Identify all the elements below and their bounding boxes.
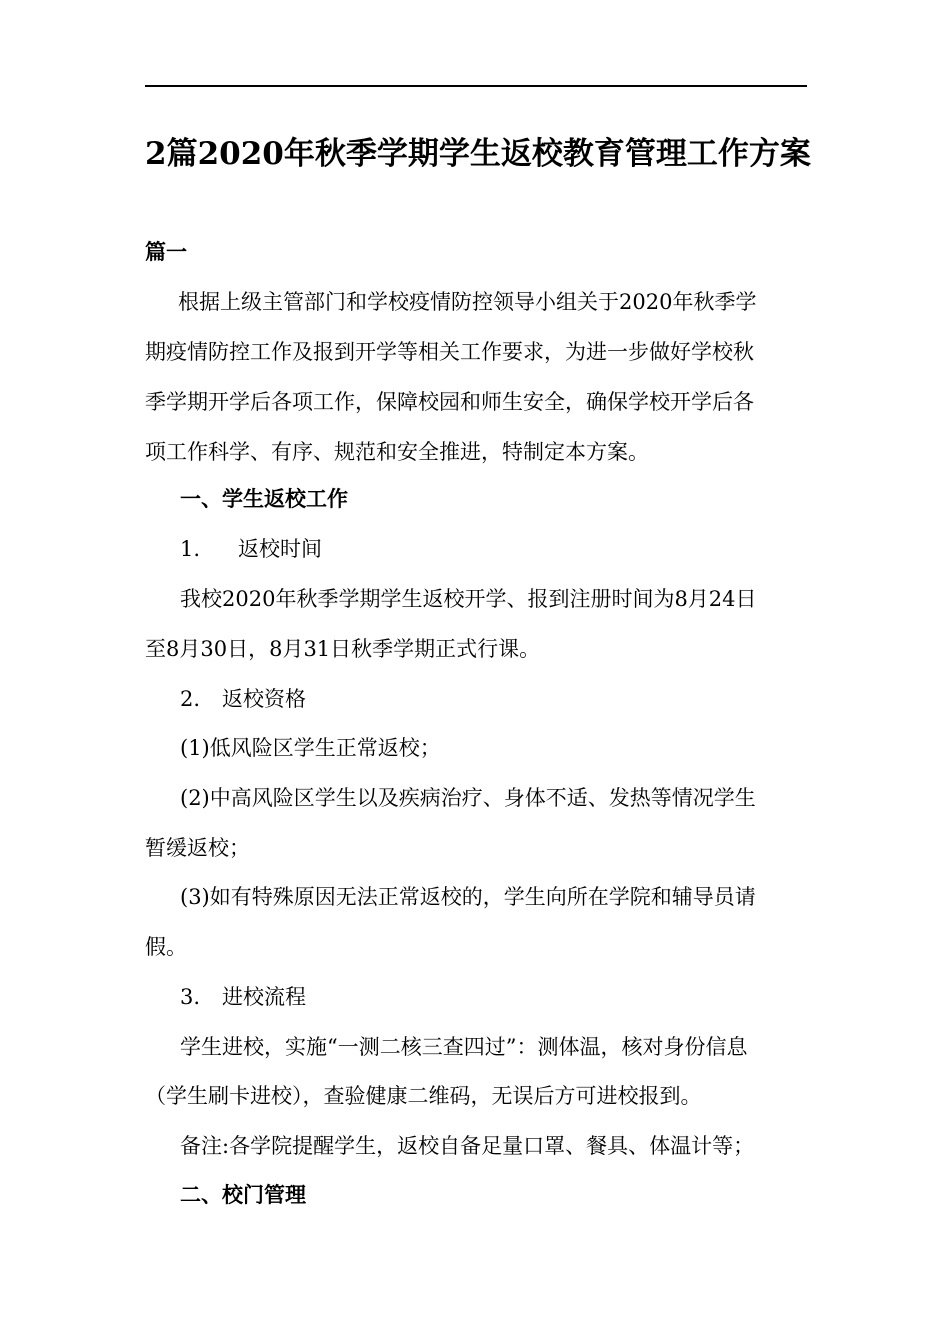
item-2-sub-1: (1)低风险区学生正常返校； (180, 736, 441, 760)
item-2-sub-2-line-1: (2)中高风险区学生以及疾病治疗、身体不适、发热等情况学生 (180, 786, 756, 810)
note-line: 备注:各学院提醒学生，返校自备足量口罩、餐具、体温计等； (180, 1134, 755, 1158)
item-2-sub-2-line-2: 暂缓返校； (145, 836, 250, 860)
part-label: 篇一 (145, 239, 187, 264)
section-2-heading: 二、校门管理 (180, 1182, 306, 1207)
item-2-heading (180, 674, 807, 724)
header-rule (145, 85, 807, 87)
item-3-line-2: （学生刷卡进校），查验健康二维码，无误后方可进校报到。 (145, 1084, 702, 1108)
item-1-number: 1. (180, 537, 201, 561)
item-2-label: 返校资格 (222, 687, 306, 711)
intro-line-3: 季学期开学后各项工作，保障校园和师生安全，确保学校开学后各 (145, 390, 754, 414)
section-1-heading: 一、学生返校工作 (180, 486, 348, 511)
item-1-heading (180, 524, 807, 574)
item-1-label: 返校时间 (238, 537, 322, 561)
item-3-number: 3. (180, 985, 201, 1009)
document-page (145, 0, 811, 1344)
intro-line-1: 根据上级主管部门和学校疫情防控领导小组关于2020年秋季学 (157, 290, 757, 314)
item-1-line-2: 至8月30日，8月31日秋季学期正式行课。 (145, 637, 541, 661)
intro-line-2: 期疫情防控工作及报到开学等相关工作要求，为进一步做好学校秋 (145, 340, 754, 364)
item-2-sub-3-line-1: (3)如有特殊原因无法正常返校的，学生向所在学院和辅导员请 (180, 885, 756, 909)
item-3-label: 进校流程 (222, 985, 306, 1009)
document-title: 2篇2020年秋季学期学生返校教育管理工作方案 (145, 136, 811, 172)
item-2-number: 2. (180, 687, 201, 711)
item-1-line-1: 我校2020年秋季学期学生返校开学、报到注册时间为8月24日 (180, 587, 757, 611)
item-3-heading (180, 972, 807, 1022)
item-2-sub-3-line-2: 假。 (145, 935, 187, 959)
item-3-line-1: 学生进校，实施“一测二核三查四过”：测体温，核对身份信息 (180, 1035, 748, 1059)
intro-line-4: 项工作科学、有序、规范和安全推进，特制定本方案。 (145, 440, 649, 464)
